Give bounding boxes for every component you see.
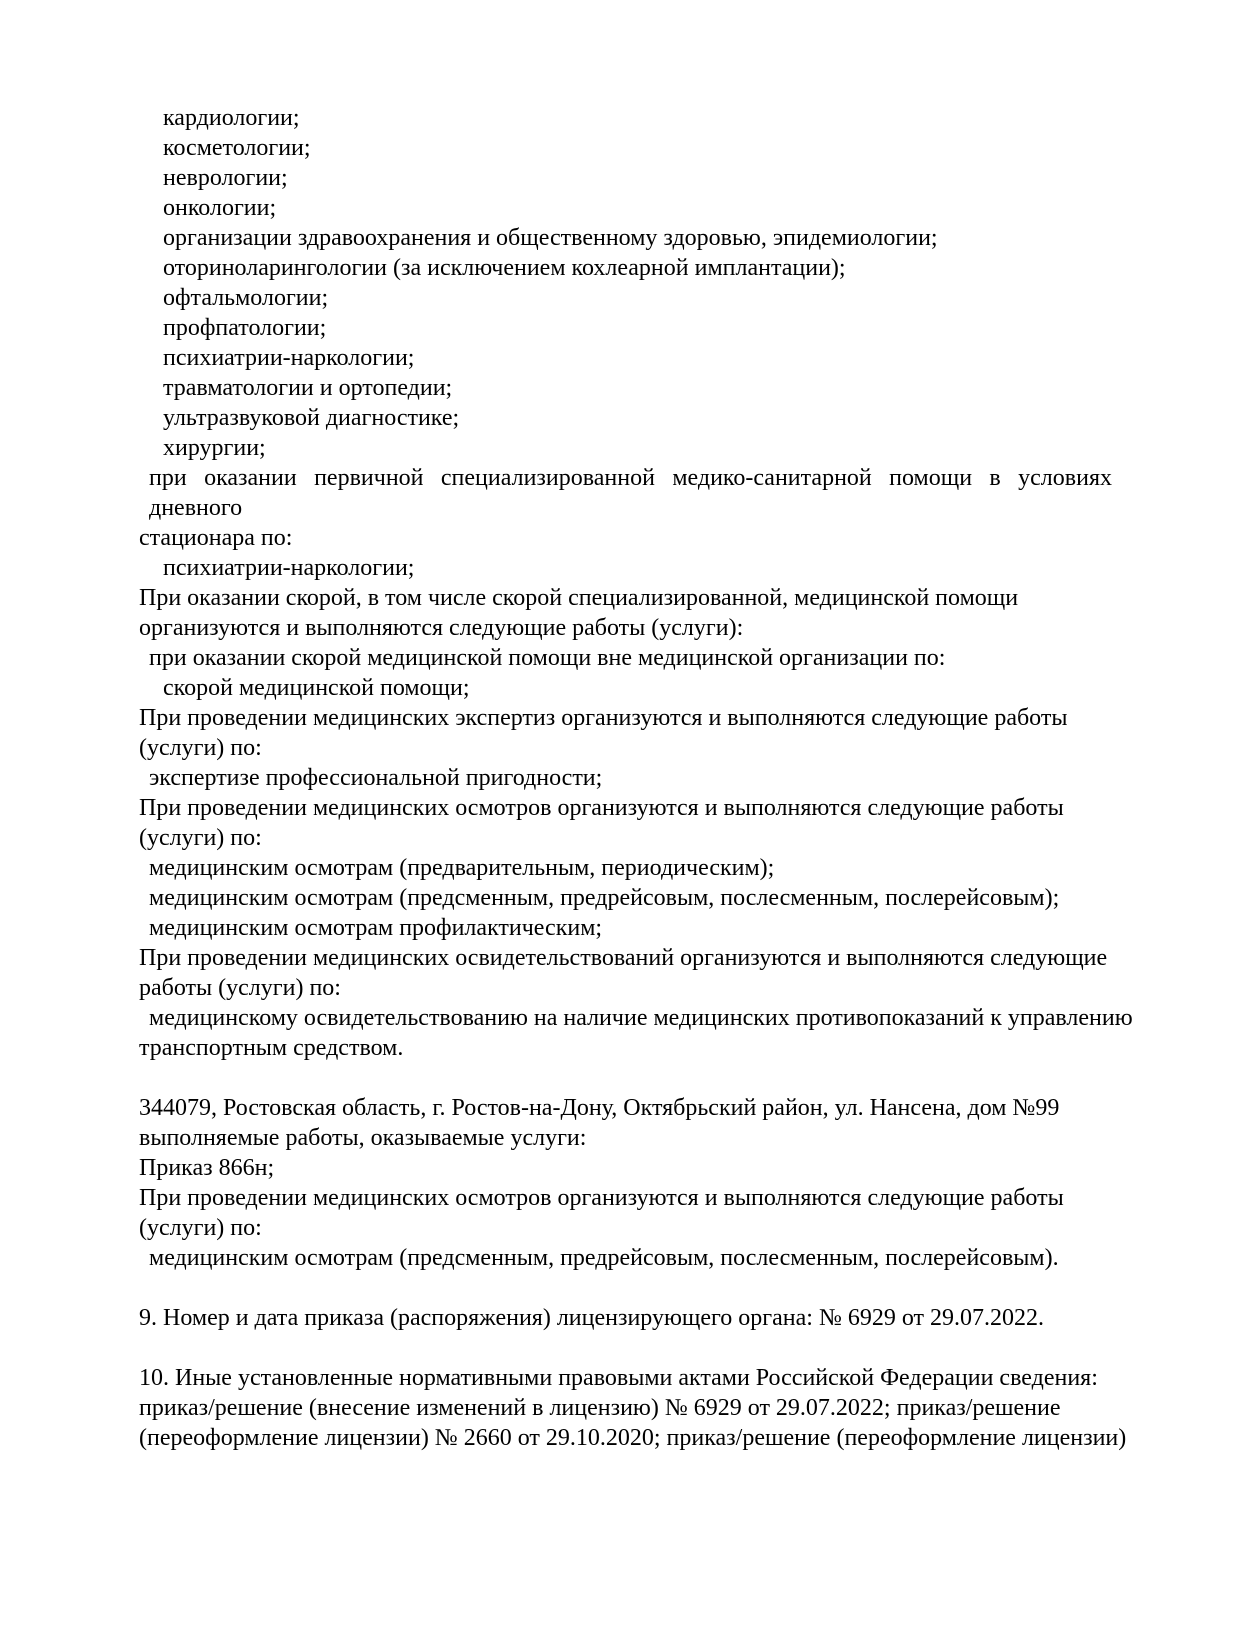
document-line: приказ/решение (внесение изменений в лицензию) № 6929 от 29.07.2022; приказ/решение xyxy=(139,1395,1061,1421)
document-line: транспортным средством. xyxy=(139,1035,404,1061)
document-line: офтальмологии; xyxy=(163,285,329,311)
document-line: психиатрии-наркологии; xyxy=(163,555,415,581)
document-line: 9. Номер и дата приказа (распоряжения) лицензирующего органа: № 6929 от 29.07.2022. xyxy=(139,1305,1045,1331)
document-line: оториноларингологии (за исключением кохлеарной имплантации); xyxy=(163,255,846,281)
document-line: медицинским осмотрам (предсменным, предрейсовым, послесменным, послерейсовым). xyxy=(149,1245,1059,1271)
document-line: медицинским осмотрам профилактическим; xyxy=(149,915,603,941)
document-line: (услуги) по: xyxy=(139,825,262,851)
document-line: (переоформление лицензии) № 2660 от 29.10.2020; приказ/решение (переоформление лицензии) xyxy=(139,1425,1127,1451)
document-line: кардиологии; xyxy=(163,105,300,131)
document-line: 10. Иные установленные нормативными правовыми актами Российской Федерации сведения: xyxy=(139,1365,1098,1391)
document-line: организуются и выполняются следующие работы (услуги): xyxy=(139,615,744,641)
document-line xyxy=(139,1273,1112,1303)
document-line: При проведении медицинских осмотров организуются и выполняются следующие работы xyxy=(139,1185,1064,1211)
document-line: работы (услуги) по: xyxy=(139,975,341,1001)
document-line: 344079, Ростовская область, г. Ростов-на-Дону, Октябрьский район, ул. Нансена, дом №99 xyxy=(139,1095,1060,1121)
document-line: при оказании первичной специализированной медико-санитарной помощи в условиях дневного xyxy=(149,465,1112,521)
document-line: медицинскому освидетельствованию на наличие медицинских противопоказаний к управлению xyxy=(149,1005,1133,1031)
document-line: При оказании скорой, в том числе скорой специализированной, медицинской помощи xyxy=(139,585,1019,611)
document-line: ультразвуковой диагностике; xyxy=(163,405,460,431)
document-line: хирургии; xyxy=(163,435,266,461)
document-body xyxy=(139,103,1133,1453)
document-line: выполняемые работы, оказываемые услуги: xyxy=(139,1125,587,1151)
document-line: При проведении медицинских осмотров организуются и выполняются следующие работы xyxy=(139,795,1064,821)
document-line: стационара по: xyxy=(139,525,293,551)
document-line: медицинским осмотрам (предсменным, предрейсовым, послесменным, послерейсовым); xyxy=(149,885,1060,911)
document-line xyxy=(139,1063,1112,1093)
document-line: Приказ 866н; xyxy=(139,1155,275,1181)
document-line xyxy=(139,1333,1112,1363)
document-line: травматологии и ортопедии; xyxy=(163,375,453,401)
document-line: онкологии; xyxy=(163,195,277,221)
document-line: неврологии; xyxy=(163,165,288,191)
document-line: медицинским осмотрам (предварительным, периодическим); xyxy=(149,855,775,881)
document-line: (услуги) по: xyxy=(139,1215,262,1241)
document-line: организации здравоохранения и общественному здоровью, эпидемиологии; xyxy=(163,225,938,251)
document-line: (услуги) по: xyxy=(139,735,262,761)
document-line: При проведении медицинских освидетельствований организуются и выполняются следующие xyxy=(139,945,1108,971)
document-line: при оказании скорой медицинской помощи вне медицинской организации по: xyxy=(149,645,946,671)
document-line: экспертизе профессиональной пригодности; xyxy=(149,765,603,791)
document-line: профпатологии; xyxy=(163,315,327,341)
document-line: При проведении медицинских экспертиз организуются и выполняются следующие работы xyxy=(139,705,1068,731)
document-line: психиатрии-наркологии; xyxy=(163,345,415,371)
document-line: скорой медицинской помощи; xyxy=(163,675,470,701)
document-line: косметологии; xyxy=(163,135,311,161)
